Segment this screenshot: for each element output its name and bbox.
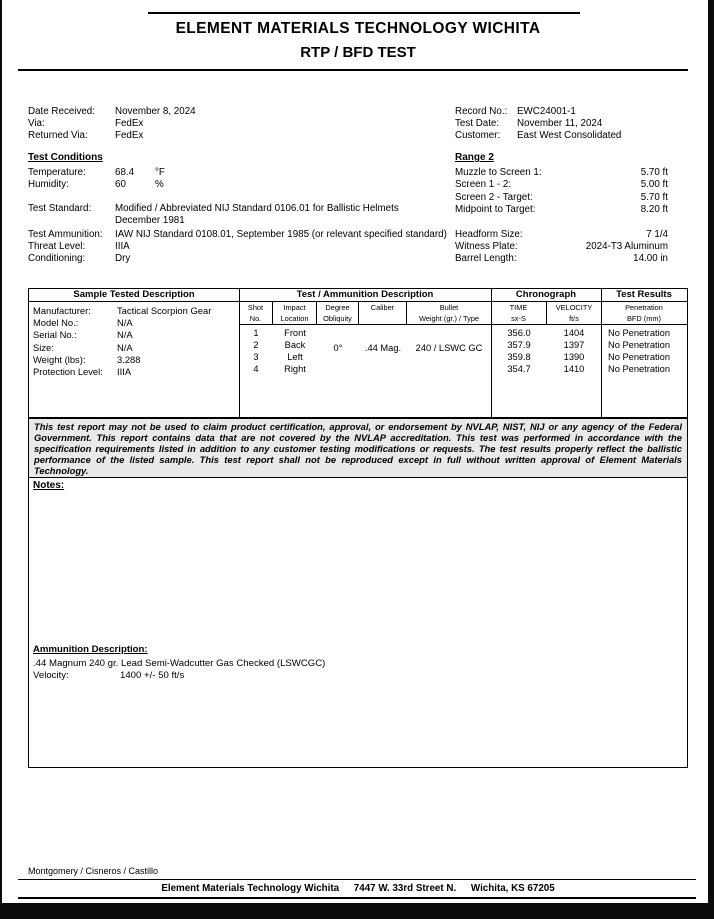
- field-row: [29, 305, 237, 317]
- field-label: Serial No.:: [33, 329, 77, 341]
- field-value: 14.00 in: [633, 253, 668, 265]
- field-row: [455, 241, 668, 253]
- field-row: [28, 130, 358, 142]
- field-label: Customer:: [455, 130, 501, 142]
- field-label: Temperature:: [28, 167, 86, 179]
- column-header-line: Weight (gr.) / Type: [418, 313, 480, 323]
- field-row: [455, 253, 668, 265]
- shot-number: 1: [253, 328, 259, 338]
- ammunition-description: [33, 644, 325, 683]
- scan-edge-left: [0, 0, 2, 919]
- column-header-line: VELOCITY: [555, 303, 593, 312]
- field-row: [29, 317, 237, 329]
- bullet-cell: [407, 327, 491, 339]
- field-label: Barrel Length:: [455, 253, 517, 265]
- field-value-line: December 1981: [115, 214, 185, 226]
- field-label: Muzzle to Screen 1:: [455, 167, 542, 179]
- column-header-line: Impact: [283, 303, 306, 312]
- field-label: Test Standard:: [28, 202, 92, 214]
- field-label: Test Ammunition:: [28, 228, 103, 240]
- field-row: [455, 118, 680, 130]
- column-header-impact: [273, 302, 317, 325]
- field-label: Manufacturer:: [33, 305, 91, 316]
- field-label: Date Received:: [28, 106, 95, 117]
- sample-description: [29, 305, 237, 378]
- field-label: Weight (lbs):: [33, 353, 86, 365]
- footer-top-rule: [18, 879, 696, 880]
- shared-obliquity: 0°: [333, 343, 343, 353]
- range-section: [455, 152, 668, 266]
- field-value: 5.00 ft: [640, 179, 668, 191]
- column-header-line: ft/s: [569, 313, 579, 323]
- field-row: [29, 342, 237, 354]
- header-bottom-rule: [18, 69, 688, 71]
- impact-location: Right: [284, 364, 306, 374]
- test-result: No Penetration: [608, 352, 671, 362]
- field-row: [28, 106, 358, 118]
- field-label: Screen 2 - Target:: [455, 191, 533, 203]
- footer-street: 7447 W. 33rd Street N.: [353, 883, 457, 894]
- field-value: November 8, 2024: [115, 106, 196, 117]
- field-value-line: Modified / Abbreviated NIJ Standard 0106.01 for Ballistic Helmets: [115, 202, 399, 214]
- field-row: [28, 203, 448, 227]
- shared-bullet: 240 / LSWC GC: [415, 343, 483, 353]
- field-value: 5.70 ft: [640, 167, 668, 179]
- field-value: November 11, 2024: [517, 118, 603, 130]
- field-value: N/A: [117, 341, 133, 353]
- field-row: [28, 253, 448, 265]
- field-value: EWC24001-1: [517, 106, 576, 117]
- spacer: [28, 192, 448, 203]
- bullet-cell: [407, 363, 491, 375]
- impact-location: Back: [284, 340, 306, 350]
- field-row: [455, 130, 680, 142]
- footer-address-line: [28, 883, 688, 894]
- header-top-rule: [148, 12, 580, 14]
- degree-cell: [317, 363, 359, 375]
- column-header-degree: [317, 302, 359, 325]
- column-header-line: Shot: [247, 303, 264, 312]
- field-unit: °F: [155, 167, 165, 179]
- shot-number: 4: [253, 364, 259, 374]
- field-row: [455, 167, 668, 179]
- field-label: Protection Level:: [33, 365, 103, 377]
- results-table: [28, 288, 688, 418]
- test-result: No Penetration: [608, 328, 671, 338]
- notes-heading: Notes:: [33, 480, 65, 491]
- field-value: N/A: [117, 329, 133, 341]
- field-value: IAW NIJ Standard 0108.01, September 1985 (or relevant specified standard): [115, 228, 447, 240]
- field-value: Tactical Scorpion Gear: [117, 305, 212, 316]
- field-label: Conditioning:: [28, 253, 86, 265]
- field-label: Humidity:: [28, 179, 69, 191]
- chronograph-time: 357.9: [507, 340, 531, 350]
- field-label: Screen 1 - 2:: [455, 179, 512, 191]
- meta-left: [28, 106, 358, 143]
- chronograph-velocity: 1404: [563, 328, 585, 338]
- test-result: No Penetration: [608, 340, 671, 350]
- shot-number: 3: [253, 352, 259, 362]
- section-header-sample: Sample Tested Description: [29, 289, 239, 302]
- notes-section: [28, 477, 688, 768]
- ammunition-heading: Ammunition Description:: [33, 644, 148, 655]
- field-row: [455, 179, 668, 191]
- field-label: Witness Plate:: [455, 241, 518, 253]
- footer-company: Element Materials Technology Wichita: [161, 883, 340, 894]
- report-title: ELEMENT MATERIALS TECHNOLOGY WICHITA: [175, 20, 541, 37]
- field-value: 8.20 ft: [640, 203, 668, 215]
- section-header-chronograph: Chronograph: [491, 289, 601, 302]
- column-header-penetration: [601, 302, 687, 325]
- field-row: [28, 229, 448, 241]
- footer-city: Wichita, KS 67205: [470, 883, 555, 894]
- column-header-line: Bullet: [439, 303, 459, 312]
- field-value: Dry: [115, 253, 131, 265]
- column-header-line: TIME: [509, 303, 528, 312]
- column-header-time: [491, 302, 547, 325]
- column-header-line: Caliber: [370, 303, 395, 312]
- field-row: [455, 229, 668, 241]
- field-value: 1400 +/- 50 ft/s: [120, 670, 185, 682]
- field-label: Size:: [33, 341, 54, 353]
- chronograph-velocity: 1390: [563, 352, 585, 362]
- impact-location: Front: [284, 328, 306, 338]
- chronograph-time: 359.8: [507, 352, 531, 362]
- disclaimer-text: This test report may not be used to claim product certification, approval, or endorsement by NVLAP, NIST, NIJ or any agency of the Federal Government. This report contains data that are not covered by the NVLAP accreditation. This test was performed in accordance with the specification requirements listed in addition to any customer testing modifications or requests. The test results properly reflect the ballistic performance of the listed sample. This test report shall not be reproduced except in full without written approval of Element Materials Technology.: [28, 418, 688, 478]
- column-header-line: BFD (mm): [626, 313, 662, 323]
- shot-number: 2: [253, 340, 259, 350]
- field-row: [29, 329, 237, 341]
- column-header-shot: [239, 302, 273, 325]
- chronograph-velocity: 1397: [563, 340, 585, 350]
- field-row: [28, 179, 448, 191]
- field-label: Via:: [28, 118, 45, 130]
- field-row: [29, 366, 237, 378]
- test-conditions-heading: Test Conditions: [28, 152, 103, 163]
- field-value: [115, 203, 399, 227]
- chronograph-velocity: 1410: [563, 364, 585, 374]
- column-header-bullet: [407, 302, 491, 325]
- caliber-cell: [359, 363, 407, 375]
- field-row: [29, 354, 237, 366]
- footer-bottom-rule: [18, 897, 696, 899]
- column-header-line: sx-S: [511, 313, 526, 323]
- meta-right: [455, 106, 680, 143]
- test-conditions-section: [28, 152, 448, 266]
- column-header-caliber: [359, 302, 407, 325]
- field-unit: %: [155, 179, 164, 191]
- field-value: FedEx: [115, 130, 144, 142]
- section-header-results: Test Results: [601, 289, 687, 302]
- column-header-line: No.: [249, 313, 262, 323]
- column-header-line: Obliquity: [323, 313, 352, 323]
- field-label: Threat Level:: [28, 241, 86, 253]
- field-row: [28, 167, 448, 179]
- field-value: N/A: [117, 317, 133, 329]
- field-label: Test Date:: [455, 118, 500, 130]
- column-header-line: Penetration: [625, 303, 663, 312]
- column-header-line: Degree: [325, 303, 350, 312]
- field-value: 2024-T3 Aluminum: [585, 241, 668, 253]
- field-value: 68.4: [115, 167, 135, 179]
- column-header-velocity: [547, 302, 601, 325]
- impact-location: Left: [287, 352, 303, 362]
- field-label: Headform Size:: [455, 228, 523, 240]
- field-value: 60: [115, 179, 126, 191]
- field-value: East West Consolidated: [517, 130, 622, 142]
- field-label: Record No.:: [455, 106, 508, 117]
- field-row: [455, 106, 680, 118]
- caliber-cell: [359, 327, 407, 339]
- field-row: [455, 204, 668, 216]
- shared-caliber: .44 Mag.: [364, 343, 402, 353]
- chronograph-time: 354.7: [507, 364, 531, 374]
- field-row: [455, 192, 668, 204]
- degree-cell: [317, 327, 359, 339]
- field-value: 7 1/4: [646, 228, 668, 240]
- scan-edge-right: [708, 0, 714, 919]
- field-value: IIIA: [117, 365, 132, 377]
- field-value: FedEx: [115, 118, 144, 130]
- field-row: [28, 241, 448, 253]
- field-label: Returned Via:: [28, 130, 88, 142]
- field-row: [28, 118, 358, 130]
- range-heading: Range 2: [455, 152, 494, 163]
- shot-row: [239, 363, 689, 375]
- field-value: 3.288: [117, 353, 141, 365]
- signers-line: Montgomery / Cisneros / Castillo: [28, 866, 159, 876]
- column-header-line: Location: [280, 313, 309, 323]
- test-result: No Penetration: [608, 364, 671, 374]
- shot-row: [239, 327, 689, 339]
- field-value: 5.70 ft: [640, 191, 668, 203]
- report-subtitle: RTP / BFD TEST: [300, 44, 416, 61]
- field-value: IIIA: [115, 241, 130, 253]
- field-row: [33, 670, 325, 682]
- field-label: Midpoint to Target:: [455, 203, 536, 215]
- scan-edge-bottom: [0, 903, 714, 919]
- chronograph-time: 356.0: [507, 328, 531, 338]
- ammunition-line: .44 Magnum 240 gr. Lead Semi-Wadcutter Gas Checked (LSWCGC): [33, 658, 326, 670]
- field-label: Model No.:: [33, 317, 79, 329]
- field-label: Velocity:: [33, 670, 69, 682]
- section-header-test: Test / Ammunition Description: [239, 289, 491, 302]
